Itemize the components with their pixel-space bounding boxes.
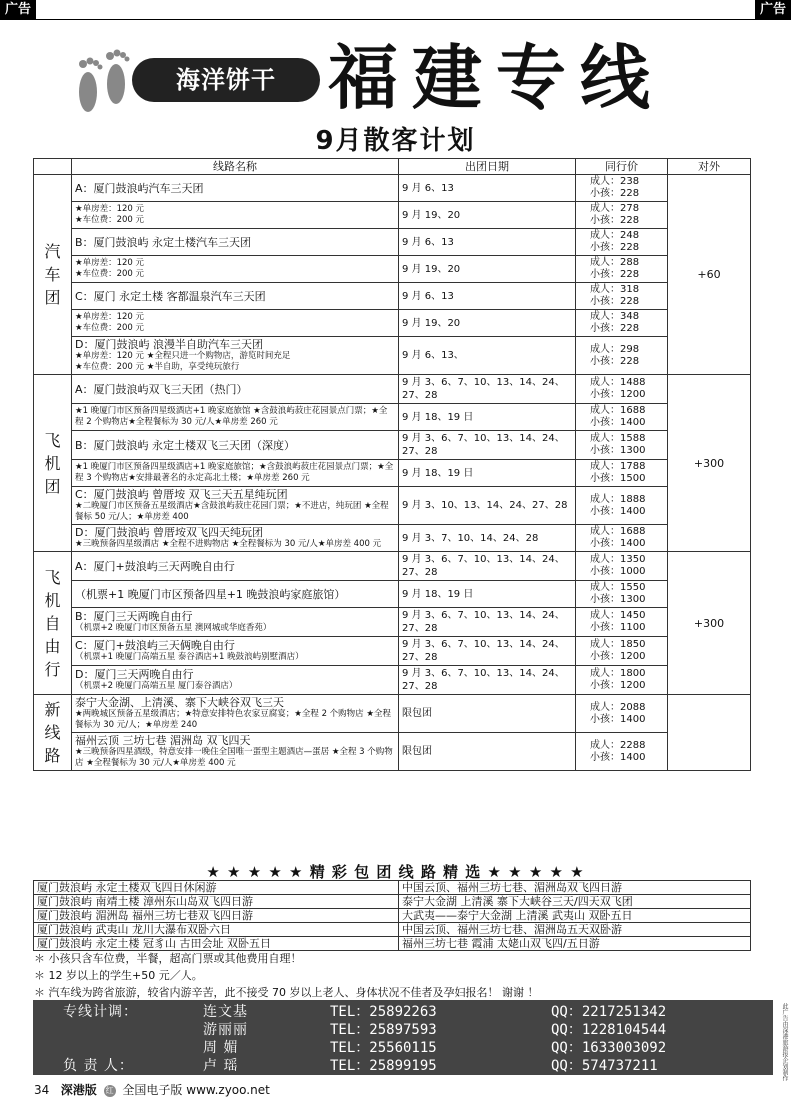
site-link[interactable]: www.zyoo.net	[186, 1083, 270, 1097]
table-row	[34, 431, 751, 460]
route-note: ★单房差：120 元 ★车位费：200 元	[75, 204, 145, 225]
table-row	[34, 608, 751, 637]
date-cell: 9 月 6、13	[399, 283, 576, 310]
table-row	[34, 637, 751, 666]
price-cell: 成人：1800 小孩：1200	[576, 666, 668, 695]
date-cell: 9 月 3、10、13、14、24、27、28	[399, 487, 576, 525]
price-cell: 成人：1588 小孩：1300	[576, 431, 668, 460]
route-note: ★单房差：120 元 ★车位费：200 元	[75, 258, 145, 279]
date-cell: 9 月 3、6、7、10、13、14、24、27、28	[399, 552, 576, 581]
package-row	[34, 923, 751, 937]
date-cell: 9 月 18、19 日	[399, 581, 576, 608]
table-row	[34, 404, 751, 431]
route-cell	[72, 637, 399, 666]
route-name: C：厦门+鼓浪屿三天俩晚自由行	[75, 639, 235, 652]
date-cell: 9 月 19、20	[399, 256, 576, 283]
table-row	[34, 175, 751, 202]
package-row	[34, 909, 751, 923]
price-cell: 成人：1688 小孩：1400	[576, 404, 668, 431]
subtitle: 9月散客计划	[315, 126, 476, 156]
table-row	[34, 666, 751, 695]
package-item: 厦门鼓浪屿 武夷山 龙川大瀑布双卧六日	[34, 923, 399, 937]
route-name: C：厦门 永定土楼 客都温泉汽车三天团	[75, 289, 266, 303]
date-cell: 9 月 3、6、7、10、13、14、24、27、28	[399, 637, 576, 666]
table-row	[34, 460, 751, 487]
contact-row: 专线计调： 连文基 TEL：25892263 QQ：2217251342	[63, 1004, 667, 1020]
table-row	[34, 283, 751, 310]
price-cell: 成人：1488 小孩：1200	[576, 375, 668, 404]
route-note: （机票+2 晚厦门高端五星 厦门泰谷酒店）	[75, 681, 238, 691]
route-cell	[72, 229, 399, 256]
package-item: 中国云顶、福州三坊七巷、湄洲岛五天双卧游	[399, 923, 751, 937]
contact-row: 周 媚 TEL：25560115 QQ：1633003092	[203, 1040, 667, 1056]
date-cell: 限包团	[399, 733, 576, 771]
route-cell	[72, 733, 399, 771]
route-cell	[72, 608, 399, 637]
extra-cell	[668, 695, 751, 771]
price-cell: 成人：1450 小孩：1100	[576, 608, 668, 637]
category-cell: 飞机团	[34, 375, 72, 552]
route-name: 福州云顶 三坊七巷 湄洲岛 双飞四天	[75, 734, 251, 747]
package-item: 泰宁大金湖 上清溪 寨下大峡谷三天/四天双飞团	[399, 895, 751, 909]
route-cell	[72, 175, 399, 202]
route-note: ★单房差：120 元 ★车位费：200 元	[75, 312, 145, 333]
side-print-note: 此广告由深港旅游报企划制作	[781, 1003, 788, 1081]
category-cell: 飞机自由行	[34, 552, 72, 695]
route-name: D：厦门鼓浪屿 浪漫半自助汽车三天团	[75, 338, 263, 351]
table-row	[34, 337, 751, 375]
route-cell	[72, 581, 399, 608]
table-row	[34, 229, 751, 256]
package-item: 中国云顶、福州三坊七巷、湄洲岛双飞四日游	[399, 881, 751, 895]
price-cell: 成人：1850 小孩：1200	[576, 637, 668, 666]
table-row	[34, 375, 751, 404]
date-cell: 9 月 3、6、7、10、13、14、24、27、28	[399, 608, 576, 637]
price-cell: 成人：2088 小孩：1400	[576, 695, 668, 733]
e-edition-label: 全国电子版	[122, 1083, 183, 1097]
extra-cell: +300	[668, 552, 751, 695]
route-cell	[72, 310, 399, 337]
route-name: A：厦门鼓浪屿双飞三天团（热门）	[75, 382, 248, 396]
price-cell: 成人：1550 小孩：1300	[576, 581, 668, 608]
header	[60, 28, 740, 128]
package-table	[33, 880, 750, 951]
extra-cell: +300	[668, 375, 751, 552]
table-row	[34, 695, 751, 733]
package-banner: ★ ★ ★ ★ ★ 精 彩 包 团 线 路 精 选 ★ ★ ★ ★ ★	[206, 863, 585, 881]
footer	[34, 1081, 270, 1098]
date-cell: 9 月 3、6、7、10、13、14、24、27、28	[399, 375, 576, 404]
date-cell: 9 月 6、13、	[399, 337, 576, 375]
col-price: 同行价	[576, 159, 668, 175]
route-name: B：厦门鼓浪屿 永定土楼汽车三天团	[75, 235, 252, 249]
route-name: （机票+1 晚厦门市区预备四星+1 晚鼓浪屿家庭旅馆）	[75, 587, 346, 601]
route-note: ★1 晚厦门市区预备四星级酒店+1 晚家庭旅馆；★含鼓浪屿菽庄花园景点门票；★全程 3 个购物店★安排最著名的永定高北土楼；★单房差 260 元	[75, 462, 394, 483]
table-row	[34, 581, 751, 608]
price-cell: 成人：248 小孩：228	[576, 229, 668, 256]
route-cell	[72, 404, 399, 431]
price-cell: 成人：1688 小孩：1400	[576, 525, 668, 552]
ad-label-right: 广告	[755, 0, 791, 20]
footprint-icon	[70, 42, 140, 122]
category-cell: 新线路	[34, 695, 72, 771]
route-note: ★1 晚厦门市区预备四星级酒店+1 晚家庭旅馆 ★含鼓浪屿菽庄花园景点门票；★全程 2 个购物店★全程餐标为 30 元/人★单房差 260 元	[75, 406, 388, 427]
date-cell: 9 月 6、13	[399, 229, 576, 256]
col-route: 线路名称	[72, 159, 399, 175]
route-name: D：厦门鼓浪屿 曾厝垵双飞四天纯玩团	[75, 526, 263, 539]
route-name: B：厦门鼓浪屿 永定土楼双飞三天团（深度）	[75, 438, 296, 452]
package-item: 厦门鼓浪屿 永定土楼 冠豸山 古田会址 双卧五日	[34, 937, 399, 951]
route-cell	[72, 431, 399, 460]
route-name: C：厦门鼓浪屿 曾厝垵 双飞三天五星纯玩团	[75, 488, 288, 501]
route-cell	[72, 283, 399, 310]
note-line: ＊ 汽车线为跨省旅游，较省内游辛苦，此不接受 70 岁以上老人、身体状况不佳者及孕妇报名！ 谢谢 ！	[34, 986, 539, 999]
brand-logo: 海洋饼干	[132, 58, 320, 102]
route-name: A：厦门鼓浪屿汽车三天团	[75, 181, 204, 195]
table-header	[34, 159, 751, 175]
route-cell	[72, 256, 399, 283]
route-note: ★单房差：120 元 ★全程只进一个购物店，游览时间充足 ★车位费：200 元 ★半自助，享受纯玩旅行	[75, 351, 291, 372]
date-cell: 9 月 3、6、7、10、13、14、24、27、28	[399, 431, 576, 460]
col-extra: 对外	[668, 159, 751, 175]
date-cell: 9 月 3、6、7、10、13、14、24、27、28	[399, 666, 576, 695]
table-row	[34, 733, 751, 771]
date-cell: 9 月 19、20	[399, 310, 576, 337]
price-cell: 成人：318 小孩：228	[576, 283, 668, 310]
price-cell: 成人：2288 小孩：1400	[576, 733, 668, 771]
page-number: 34	[34, 1083, 50, 1097]
page-title: 福建专线	[328, 36, 664, 119]
route-name: A：厦门+鼓浪屿三天两晚自由行	[75, 559, 235, 573]
route-name: B：厦门三天两晚自由行	[75, 610, 193, 623]
edition: 深港版	[60, 1083, 97, 1097]
route-cell	[72, 460, 399, 487]
package-item: 福州三坊七巷 霞浦 太姥山双飞四/五日游	[399, 937, 751, 951]
note-line: ＊ 小孩只含车位费，半餐，超高门票或其他费用自理！	[34, 952, 302, 965]
contact-row: 负 责 人： 卢 瑶 TEL：25899195 QQ：574737211	[63, 1058, 658, 1074]
schedule-table	[33, 158, 750, 771]
package-item: 厦门鼓浪屿 永定土楼双飞四日休闲游	[34, 881, 399, 895]
price-cell: 成人：1350 小孩：1000	[576, 552, 668, 581]
route-note: （机票+2 晚厦门市区预备五星 澳网城或华庭香苑）	[75, 623, 272, 633]
table-row	[34, 552, 751, 581]
date-cell: 9 月 19、20	[399, 202, 576, 229]
header-blank	[34, 159, 72, 175]
table-row	[34, 202, 751, 229]
contact-box	[33, 1000, 773, 1075]
package-row	[34, 881, 751, 895]
package-item: 大武夷——泰宁大金湖 上清溪 武夷山 双卧五日	[399, 909, 751, 923]
top-rule	[0, 19, 791, 20]
date-cell: 9 月 6、13	[399, 175, 576, 202]
table-row	[34, 487, 751, 525]
table-row	[34, 310, 751, 337]
note-line: ＊ 12 岁以上的学生+50 元／人。	[34, 969, 203, 982]
extra-cell: +60	[668, 175, 751, 375]
price-cell: 成人：1888 小孩：1400	[576, 487, 668, 525]
price-cell: 成人：298 小孩：228	[576, 337, 668, 375]
notes	[34, 950, 754, 1001]
date-cell: 9 月 18、19 日	[399, 460, 576, 487]
route-name: D：厦门三天两晚自由行	[75, 668, 194, 681]
route-cell	[72, 525, 399, 552]
route-note: ★二晚厦门市区预备五星级酒店★含鼓浪屿菽庄花园门票；★不进店，纯玩团 ★全程餐标 50 元/人；★单房差 400	[75, 501, 389, 522]
route-cell	[72, 487, 399, 525]
red-badge: 红	[105, 1085, 114, 1095]
date-cell: 9 月 3、7、10、14、24、28	[399, 525, 576, 552]
route-cell	[72, 695, 399, 733]
route-cell	[72, 552, 399, 581]
price-cell: 成人：288 小孩：228	[576, 256, 668, 283]
col-date: 出团日期	[399, 159, 576, 175]
route-note: ★三晚预备四星级酒店 ★全程不进购物店 ★全程餐标为 30 元/人★单房差 400 元	[75, 539, 382, 549]
price-cell: 成人：1788 小孩：1500	[576, 460, 668, 487]
route-note: （机票+1 晚厦门高端五星 泰谷酒店+1 晚鼓浪屿别墅酒店）	[75, 652, 304, 662]
price-cell: 成人：348 小孩：228	[576, 310, 668, 337]
route-name: 泰宁大金湖、上清溪、寨下大峡谷双飞三天	[75, 696, 284, 709]
package-item: 厦门鼓浪屿 南靖土楼 漳州东山岛双飞四日游	[34, 895, 399, 909]
table-row	[34, 525, 751, 552]
contact-row: 游丽丽 TEL：25897593 QQ：1228104544	[203, 1022, 667, 1038]
route-note: ★两晚城区预备五星级酒店；★特意安排特色农家豆腐宴；★全程 2 个购物店 ★全程餐标为 30 元/人；★单房差 240	[75, 709, 391, 730]
route-cell	[72, 375, 399, 404]
route-cell	[72, 666, 399, 695]
date-cell: 限包团	[399, 695, 576, 733]
route-note: ★三晚预备四星酒级，特意安排一晚住全国唯一蛋型主题酒店—蛋居 ★全程 3 个购物店 ★全程餐标为 30 元/人★单房差 400 元	[75, 747, 393, 768]
route-cell	[72, 337, 399, 375]
package-item: 厦门鼓浪屿 湄洲岛 福州三坊七巷双飞四日游	[34, 909, 399, 923]
ad-label-left: 广告	[0, 0, 36, 20]
price-cell: 成人：238 小孩：228	[576, 175, 668, 202]
package-row	[34, 895, 751, 909]
category-cell: 汽车团	[34, 175, 72, 375]
package-row	[34, 937, 751, 951]
table-row	[34, 256, 751, 283]
price-cell: 成人：278 小孩：228	[576, 202, 668, 229]
route-cell	[72, 202, 399, 229]
date-cell: 9 月 18、19 日	[399, 404, 576, 431]
